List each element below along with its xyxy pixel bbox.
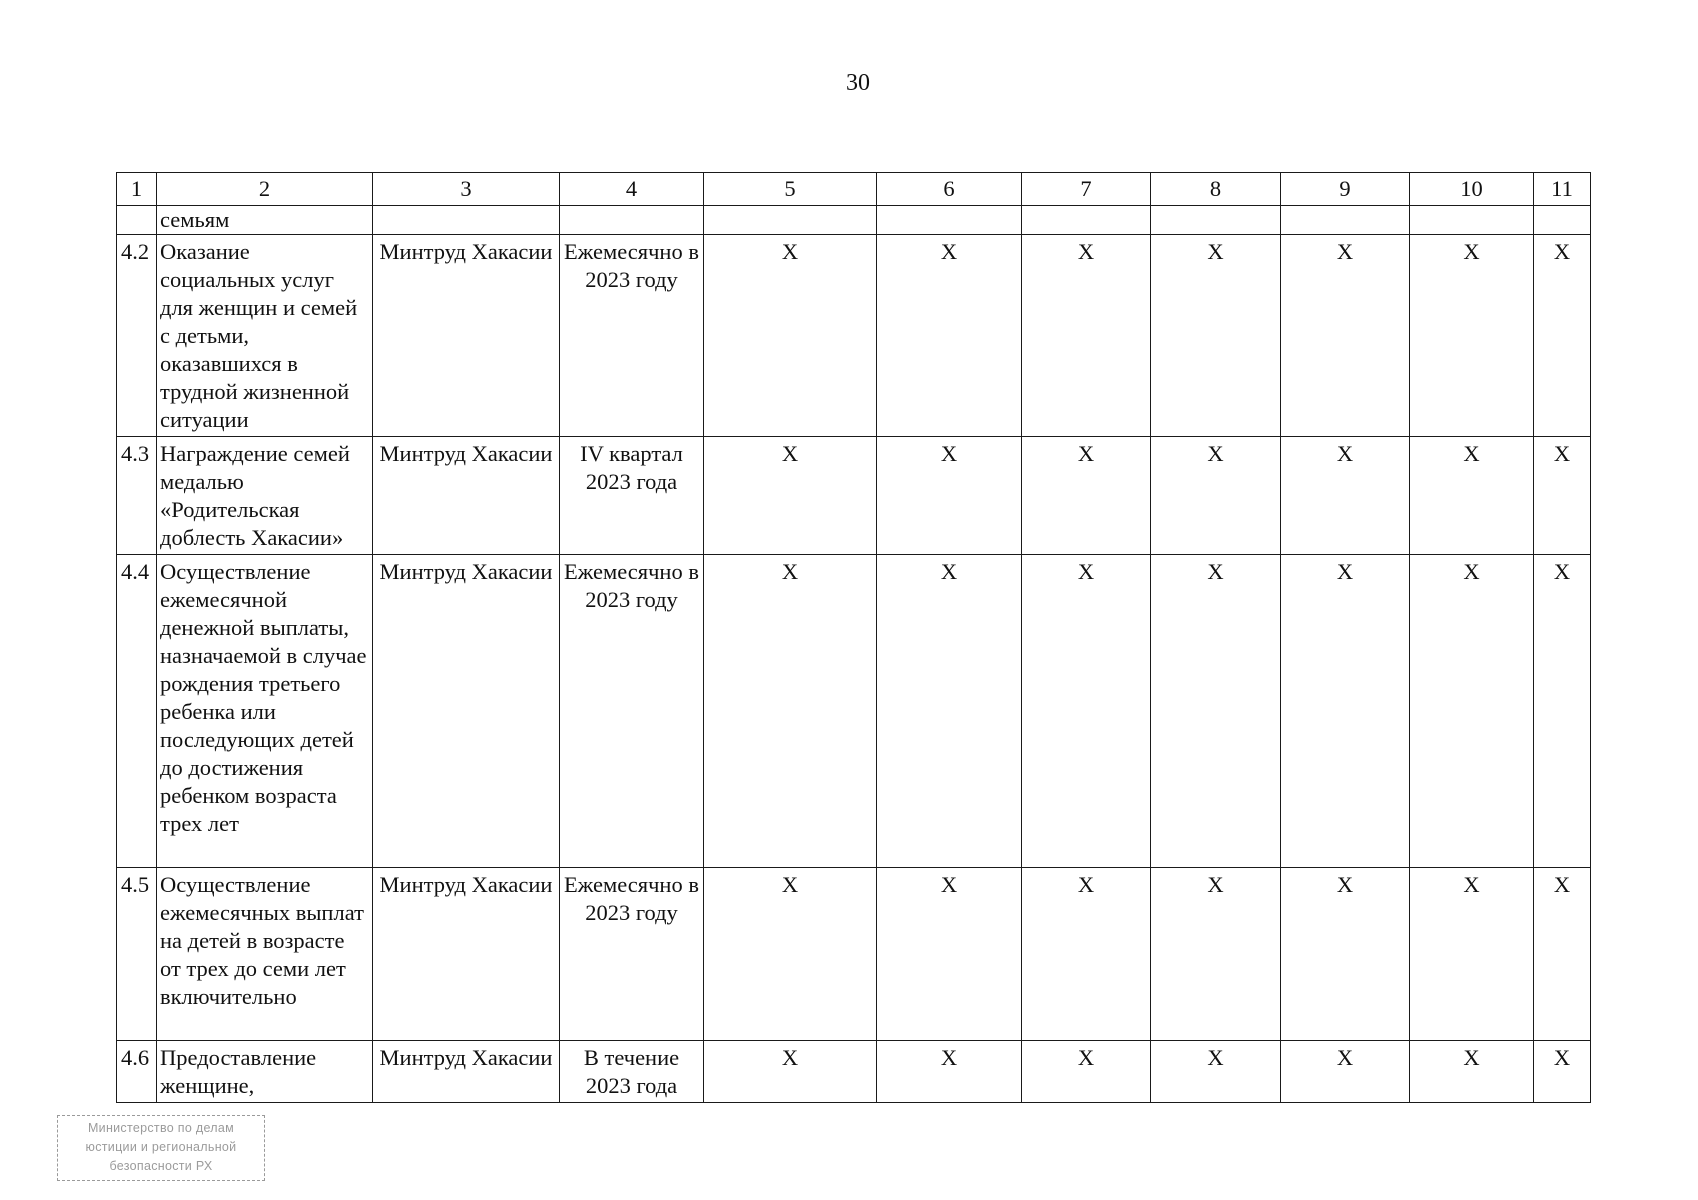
mark-cell: X — [1410, 868, 1534, 1041]
mark-cell: X — [1410, 437, 1534, 555]
mark-cell: X — [1022, 555, 1151, 868]
column-number: 7 — [1022, 173, 1151, 206]
executor: Минтруд Хакасии — [373, 437, 560, 555]
table-row — [117, 868, 1591, 1041]
mark-cell: X — [1022, 1041, 1151, 1103]
mark-cell: X — [1151, 235, 1281, 437]
column-number: 8 — [1151, 173, 1281, 206]
registration-stamp — [57, 1115, 265, 1181]
mark-cell: X — [877, 868, 1022, 1041]
table-row — [117, 235, 1591, 437]
table-row — [117, 555, 1591, 868]
mark-cell: X — [704, 437, 877, 555]
mark-cell: X — [1022, 437, 1151, 555]
column-number: 1 — [117, 173, 157, 206]
column-number: 10 — [1410, 173, 1534, 206]
table-row — [117, 1041, 1591, 1103]
mark-cell: X — [1022, 235, 1151, 437]
executor: Минтруд Хакасии — [373, 555, 560, 868]
mark-cell: X — [1410, 235, 1534, 437]
executor: Минтруд Хакасии — [373, 1041, 560, 1103]
row-number: 4.5 — [117, 868, 157, 1041]
measure-name: Осуществление ежемесячных выплат на детей в возрасте от трех до семи лет включительно — [157, 868, 373, 1041]
measure-name: Награждение семей медалью «Родительская доблесть Хакасии» — [157, 437, 373, 555]
mark-cell: X — [1410, 1041, 1534, 1103]
executor: Минтруд Хакасии — [373, 235, 560, 437]
mark-cell: X — [704, 235, 877, 437]
mark-cell: X — [1281, 868, 1410, 1041]
column-number-row — [117, 173, 1591, 206]
mark-cell: X — [1534, 1041, 1591, 1103]
mark-cell: X — [1410, 555, 1534, 868]
continuation-row — [117, 206, 1591, 235]
page-number: 30 — [846, 70, 870, 96]
mark-cell: X — [877, 437, 1022, 555]
mark-cell: X — [704, 1041, 877, 1103]
period: Ежемесячно в 2023 году — [560, 868, 704, 1041]
row-number: 4.6 — [117, 1041, 157, 1103]
column-number: 4 — [560, 173, 704, 206]
period: Ежемесячно в 2023 году — [560, 235, 704, 437]
mark-cell: X — [704, 555, 877, 868]
mark-cell: X — [1151, 437, 1281, 555]
stamp-line: Министерство по делам — [87, 1121, 235, 1135]
column-number: 5 — [704, 173, 877, 206]
period: Ежемесячно в 2023 году — [560, 555, 704, 868]
mark-cell: X — [1534, 555, 1591, 868]
stamp-line: безопасности РХ — [109, 1159, 213, 1173]
mark-cell: X — [877, 555, 1022, 868]
mark-cell: X — [1151, 868, 1281, 1041]
period: IV квартал 2023 года — [560, 437, 704, 555]
mark-cell: X — [1281, 235, 1410, 437]
mark-cell: X — [1151, 555, 1281, 868]
mark-cell: X — [704, 868, 877, 1041]
mark-cell: X — [877, 235, 1022, 437]
mark-cell: X — [1534, 235, 1591, 437]
row-number: 4.4 — [117, 555, 157, 868]
period: В течение 2023 года — [560, 1041, 704, 1103]
measure-name: Предоставление женщине, — [157, 1041, 373, 1103]
continued-name: семьям — [157, 206, 373, 235]
row-number: 4.3 — [117, 437, 157, 555]
mark-cell: X — [1281, 555, 1410, 868]
column-number: 9 — [1281, 173, 1410, 206]
table-row — [117, 437, 1591, 555]
stamp-line: юстиции и региональной — [85, 1140, 237, 1154]
mark-cell: X — [877, 1041, 1022, 1103]
measures-table — [116, 172, 1591, 1103]
mark-cell: X — [1281, 437, 1410, 555]
row-number: 4.2 — [117, 235, 157, 437]
column-number: 3 — [373, 173, 560, 206]
measure-name: Оказание социальных услуг для женщин и семей с детьми, оказавшихся в трудной жизненной ситуации — [157, 235, 373, 437]
mark-cell: X — [1534, 437, 1591, 555]
mark-cell: X — [1534, 868, 1591, 1041]
column-number: 6 — [877, 173, 1022, 206]
executor: Минтруд Хакасии — [373, 868, 560, 1041]
column-number: 11 — [1534, 173, 1591, 206]
measure-name: Осуществление ежемесячной денежной выплаты, назначаемой в случае рождения третьего ребенка или последующих детей до достижения ребенком возраста трех лет — [157, 555, 373, 868]
mark-cell: X — [1022, 868, 1151, 1041]
column-number: 2 — [157, 173, 373, 206]
mark-cell: X — [1281, 1041, 1410, 1103]
mark-cell: X — [1151, 1041, 1281, 1103]
